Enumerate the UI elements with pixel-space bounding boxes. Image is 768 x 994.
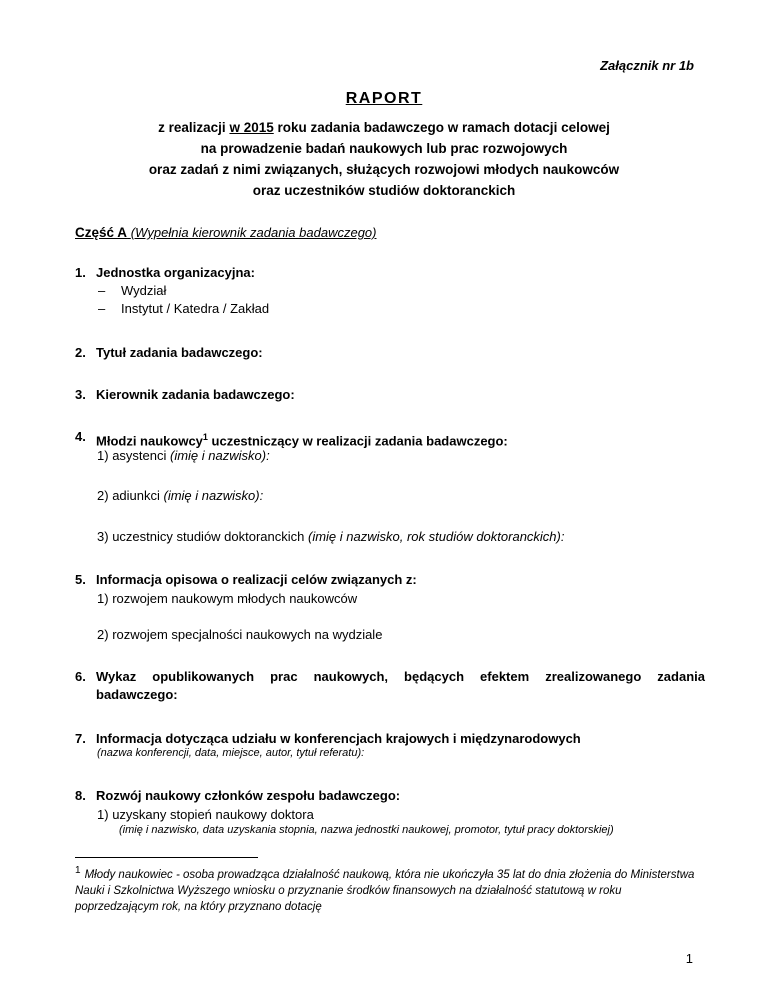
sub-item-number: 1) — [97, 807, 109, 822]
section-number: 4. — [75, 429, 86, 444]
sub-item-text: asystenci — [112, 448, 170, 463]
subtitle-line-4: oraz uczestników studiów doktoranckich — [252, 183, 516, 198]
part-heading — [75, 225, 376, 240]
sub-item-number: 1) — [97, 591, 109, 606]
section-text-post: uczestniczący w realizacji zadania badawczego: — [207, 433, 508, 449]
sub-item-note: (imię i nazwisko, rok studiów doktoranckich): — [308, 529, 565, 544]
footnote-ref: 1 — [202, 432, 208, 442]
sub-item-text: rozwojem specjalności naukowych na wydziale — [112, 627, 383, 642]
sub-item — [97, 591, 357, 606]
section-number: 5. — [75, 572, 86, 587]
section-text-pre: Młodzi naukowcy — [96, 433, 203, 449]
page-number: 1 — [685, 951, 693, 966]
footnote-separator — [75, 857, 258, 858]
list-item-text: Wydział — [121, 283, 167, 298]
section-text: Jednostka organizacyjna: — [96, 265, 255, 280]
section-text: Rozwój naukowy członków zespołu badawczego: — [96, 788, 401, 803]
section-number: 6. — [75, 669, 86, 684]
sub-item — [97, 627, 382, 642]
section-text: Kierownik zadania badawczego: — [96, 387, 295, 402]
dash-bullet: – — [98, 283, 106, 298]
section-8-heading — [75, 787, 705, 805]
footnote-mark: 1 — [75, 865, 81, 876]
part-note: (Wypełnia kierownik zadania badawczego) — [130, 225, 377, 240]
section-text: Informacja opisowa o realizacji celów związanych z: — [96, 572, 417, 587]
section-7-heading — [75, 730, 705, 748]
subtitle-line-1 — [60, 117, 708, 138]
subtitle-year: w 2015 — [229, 120, 274, 135]
subtitle-prefix: z realizacji — [158, 120, 230, 135]
sub-item-number: 2) — [97, 627, 109, 642]
sub-item — [97, 529, 564, 544]
sub-item-note: (imię i nazwisko): — [170, 448, 270, 463]
sub-item-text: uczestnicy studiów doktoranckich — [112, 529, 308, 544]
dash-bullet: – — [98, 301, 106, 316]
section-6-heading — [75, 668, 705, 704]
sub-item-note: (imię i nazwisko): — [163, 488, 264, 503]
subtitle-line-3: oraz zadań z nimi związanych, służących rozwojowi młodych naukowców — [148, 162, 620, 177]
sub-item-number: 3) — [97, 529, 109, 544]
section-number: 8. — [75, 788, 86, 803]
sub-item — [97, 488, 263, 503]
report-subtitle — [60, 117, 708, 201]
sub-item — [97, 448, 270, 463]
subtitle-line-2: na prowadzenie badań naukowych lub prac rozwojowych — [200, 141, 568, 156]
section-text-line-2: badawczego: — [96, 687, 178, 702]
section-text — [96, 428, 705, 450]
section-number: 7. — [75, 731, 86, 746]
footnote — [75, 863, 700, 915]
section-2-heading — [75, 344, 705, 362]
annex-label: Załącznik nr 1b — [600, 58, 694, 73]
part-label: Część A — [75, 225, 128, 240]
section-7-hint: (nazwa konferencji, data, miejsce, autor, tytuł referatu): — [97, 747, 365, 759]
sub-item-text: adiunkci — [112, 488, 164, 503]
sub-item — [97, 807, 314, 822]
section-1-heading — [75, 264, 705, 282]
sub-item-text: rozwojem naukowym młodych naukowców — [112, 591, 358, 606]
report-title: RAPORT — [345, 90, 423, 107]
section-number: 1. — [75, 265, 86, 280]
section-text: Informacja dotycząca udziału w konferencjach krajowych i międzynarodowych — [96, 731, 581, 746]
section-3-heading — [75, 386, 705, 404]
list-item-text: Instytut / Katedra / Zakład — [121, 301, 270, 316]
sub-item-number: 1) — [97, 448, 109, 463]
section-text: Tytuł zadania badawczego: — [96, 345, 263, 360]
section-5-heading — [75, 571, 705, 589]
sub-item-text: uzyskany stopień naukowy doktora — [112, 807, 314, 822]
subtitle-suffix: roku zadania badawczego w ramach dotacji celowej — [273, 120, 610, 135]
sub-item-number: 2) — [97, 488, 109, 503]
section-text-line-1: Wykaz opublikowanych prac naukowych, będących efektem zrealizowanego zadania — [96, 669, 705, 684]
section-number: 2. — [75, 345, 86, 360]
section-number: 3. — [75, 387, 86, 402]
section-4-heading — [75, 428, 705, 450]
sub-item-hint: (imię i nazwisko, data uzyskania stopnia, nazwa jednostki naukowej, promotor, tytuł pracy doktorskiej) — [119, 824, 614, 836]
footnote-text: Młody naukowiec - osoba prowadząca działalność naukową, która nie ukończyła 35 lat do dnia złożenia do Ministerstwa Nauki i Szkolnictwa Wyższego wniosku o przyznanie środków finansowych na działalność statutową w roku poprzedzającym rok, na który przyznano dotację — [75, 868, 695, 913]
